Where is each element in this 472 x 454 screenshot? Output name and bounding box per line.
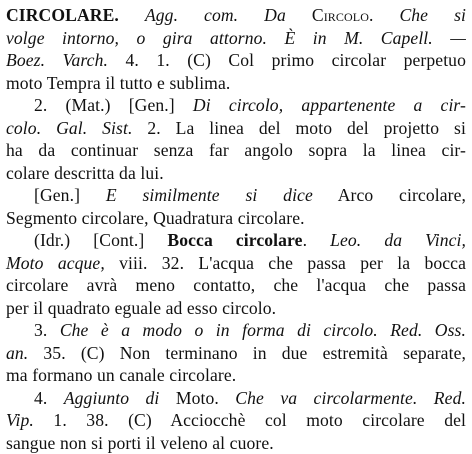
entry-line-6 xyxy=(6,117,466,140)
entry-line-20 xyxy=(6,432,466,454)
text-segment: Aggiunto di xyxy=(64,388,160,408)
text-segment: 4. xyxy=(34,388,64,408)
entry-line-16 xyxy=(6,342,466,365)
text-segment: Che va circolarmente. Red. xyxy=(235,388,466,408)
text-segment: Che è a modo o in forma di circolo. Red. Oss. xyxy=(60,320,466,340)
text-segment: 2. La linea del moto del projetto si xyxy=(132,118,466,138)
entry-line-19 xyxy=(6,409,466,432)
text-segment: Moto. xyxy=(159,388,235,408)
text-segment: Boez. Varch. xyxy=(6,50,108,70)
text-segment: Moto acque, xyxy=(6,253,105,273)
entry-line-11 xyxy=(6,229,466,252)
text-segment: Bocca circolare xyxy=(167,230,302,250)
text-segment: moto Tempra il tutto e sublima. xyxy=(6,73,230,93)
text-segment: [Gen.] xyxy=(34,185,106,205)
entry-line-17 xyxy=(6,364,466,387)
entry-line-8 xyxy=(6,162,466,185)
text-segment: circolare avrà meno contatto, che l'acqua che passa xyxy=(6,275,466,295)
text-segment: viii. 32. L'acqua che passa per la bocca xyxy=(105,253,466,273)
entry-line-12 xyxy=(6,252,466,275)
text-segment: Vip. xyxy=(6,410,34,430)
text-segment: volge intorno, o gira attorno. È in M. Capell. — xyxy=(6,28,466,48)
text-segment: Leo. da Vinci, xyxy=(330,230,466,250)
text-segment: 4. 1. (C) Col primo circolar perpetuo xyxy=(108,50,466,70)
entry-line-18 xyxy=(6,387,466,410)
text-segment: colare descritta da lui. xyxy=(6,163,164,183)
entry-line-13 xyxy=(6,274,466,297)
text-segment: . xyxy=(303,230,331,250)
text-segment: 3. xyxy=(34,320,60,340)
entry-line-5 xyxy=(6,94,466,117)
text-segment: 1. 38. (C) Acciocchè col moto circolare del xyxy=(34,410,466,430)
text-segment: sangue non si porti il veleno al cuore. xyxy=(6,433,274,453)
text-segment: . xyxy=(369,5,399,25)
text-segment: ha da continuar senza far angolo sopra la linea cir- xyxy=(6,140,466,160)
text-segment: Segmento circolare, Quadratura circolare. xyxy=(6,208,305,228)
entry-line-14 xyxy=(6,297,466,320)
entry-line-4 xyxy=(6,72,466,95)
text-segment xyxy=(119,5,145,25)
text-segment: 35. (C) Non terminano in due estremità separate, xyxy=(28,343,466,363)
text-segment: Di circolo, appartenente a cir- xyxy=(193,95,466,115)
text-segment: ma formano un canale circolare. xyxy=(6,365,236,385)
text-segment: 2. (Mat.) [Gen.] xyxy=(34,95,193,115)
entry-line-3 xyxy=(6,49,466,72)
text-segment: Agg. com. Da xyxy=(145,5,312,25)
text-segment: Circolo xyxy=(312,5,369,25)
entry-line-1 xyxy=(6,4,466,27)
text-segment: an. xyxy=(6,343,28,363)
text-segment: E similmente si dice xyxy=(106,185,313,205)
entry-line-10 xyxy=(6,207,466,230)
entry-line-9 xyxy=(6,184,466,207)
text-segment: colo. Gal. Sist. xyxy=(6,118,132,138)
text-segment: Arco circolare, xyxy=(313,185,466,205)
text-segment: (Idr.) [Cont.] xyxy=(34,230,167,250)
entry-line-2 xyxy=(6,27,466,50)
text-segment: CIRCOLARE. xyxy=(6,5,119,25)
text-segment: per il quadrato eguale ad esso circolo. xyxy=(6,298,276,318)
text-segment: Che si xyxy=(399,5,466,25)
entry-line-7 xyxy=(6,139,466,162)
entry-line-15 xyxy=(6,319,466,342)
